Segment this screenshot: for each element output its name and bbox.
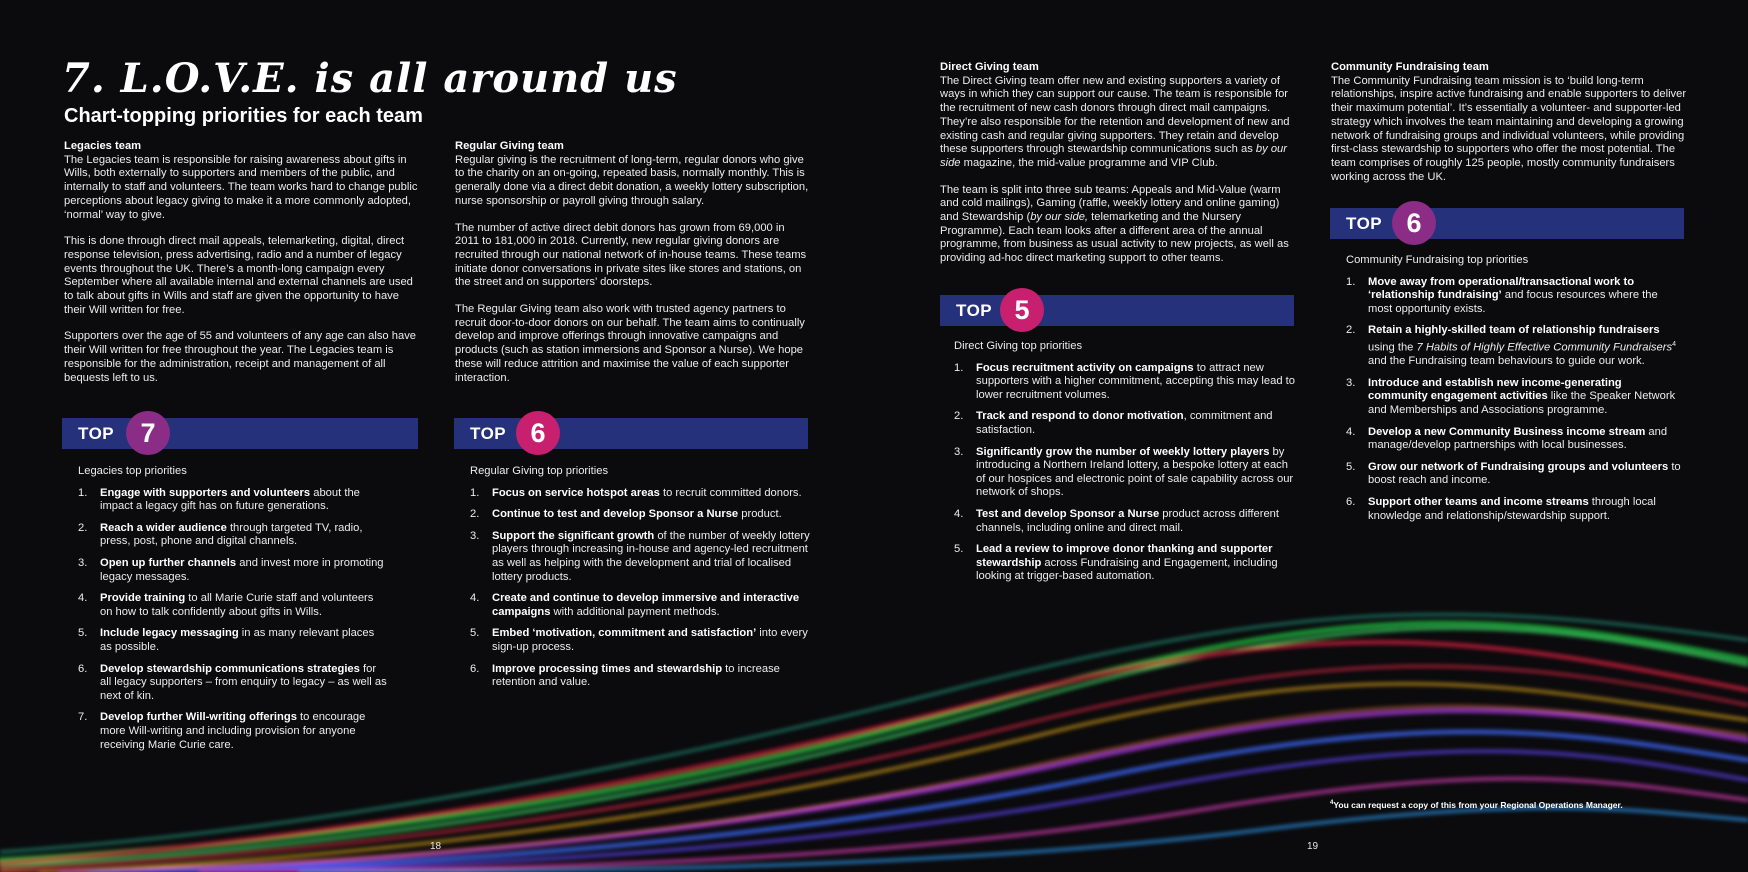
page-subtitle: Chart-topping priorities for each team <box>64 105 423 127</box>
legacies-section <box>64 140 419 398</box>
list-item: 6. Support other teams and income streams through local knowledge and relationship/stewardship support. <box>1346 496 1656 522</box>
priorities-list <box>1346 276 1681 524</box>
list-item: 5. Lead a review to improve donor thanking and supporter stewardship across Fundraising and Engagement, including looking at trigger-based automation. <box>954 543 1278 583</box>
list-item: 3. Open up further channels and invest more in promoting legacy messages. <box>78 556 384 583</box>
direct-giving-top-banner <box>940 295 1294 326</box>
regular-giving-paragraph: Regular giving is the recruitment of long-term, regular donors who give to the charity on an on-going, repeated basis, normally monthly. This is generally done via a direct debit donation, a weekly lottery subscription, nurse sponsorship or payroll giving through salary. <box>455 153 809 207</box>
community-fundraising-paragraph: The Community Fundraising team mission is to ‘build long-term relationships, inspire active fundraising and enable supporters to deliver their maximum potential’. It’s essentially a volunteer- and supporter-led strategy which involves the team maintaining and developing a growing network of fundraising groups and individual volunteers, while providing first-class stewardship to supporters who offer the most potential. The team comprises of roughly 125 people, mostly community fundraisers working across the UK. <box>1331 74 1687 183</box>
priorities-list <box>470 487 810 690</box>
list-item: 5. Grow our network of Fundraising groups and volunteers to boost reach and income. <box>1346 460 1681 487</box>
list-item: 5. Embed ‘motivation, commitment and satisfaction’ into every sign-up process. <box>470 627 808 653</box>
direct-giving-paragraph: The team is split into three sub teams: Appeals and Mid-Value (warm and cold mailings), Gaming (raffle, weekly lottery and online gaming) and Stewardship (by our side, telemarketing and the Nursery Programme). Each team looks after a different area of the annual programme, from business as usual activity to new projects, as well as providing ad-hoc direct marketing support to other teams. <box>940 183 1289 265</box>
top-label: TOP <box>78 424 115 443</box>
priorities-heading: Community Fundraising top priorities <box>1346 254 1529 266</box>
regular-giving-priorities <box>470 465 810 698</box>
priorities-heading: Legacies top priorities <box>78 465 187 477</box>
list-item: 4. Develop a new Community Business income stream and manage/develop partnerships with local businesses. <box>1346 425 1668 452</box>
community-fundraising-priorities <box>1346 254 1681 531</box>
priorities-heading: Regular Giving top priorities <box>470 465 609 477</box>
list-item: 6. Develop stewardship communications strategies for all legacy supporters – from enquiry to legacy – as well as next of kin. <box>78 662 387 702</box>
list-item: 3. Introduce and establish new income-generating community engagement activities like the Speaker Network and Memberships and Associations programme. <box>1346 376 1676 417</box>
top-label: TOP <box>1346 214 1383 233</box>
community-fundraising-section <box>1331 61 1689 197</box>
priorities-list <box>78 487 388 753</box>
direct-giving-section <box>940 61 1295 279</box>
community-fundraising-title: Community Fundraising team <box>1331 61 1489 73</box>
top-count-badge: 7 <box>126 411 170 455</box>
list-item: 1. Focus recruitment activity on campaigns to attract new supporters with a higher commitment, accepting this may lead to lower recruitment volumes. <box>954 361 1295 401</box>
page-number-right: 19 <box>1307 841 1319 852</box>
list-item: 4. Provide training to all Marie Curie staff and volunteers on how to talk confidently about gifts in Wills. <box>78 592 374 618</box>
list-item: 4. Test and develop Sponsor a Nurse product across different channels, including online and direct mail. <box>954 507 1279 534</box>
direct-giving-paragraph: The Direct Giving team offer new and existing supporters a variety of ways in which they can support our cause. The team is responsible for the recruitment of new cash donors through direct mail campaigns. They’re also responsible for the retention and development of new and existing cash and regular giving supporters. They retain and develop these supporters through stewardship communications such as by our side magazine, the mid-value programme and VIP Club. <box>940 74 1290 169</box>
priorities-heading: Direct Giving top priorities <box>954 340 1083 352</box>
list-item: 3. Significantly grow the number of weekly lottery players by introducing a Northern Ireland lottery, a bespoke lottery at each of our hospices and electronic point of sale capability across our network of shops. <box>954 445 1294 499</box>
regular-giving-paragraph: The Regular Giving team also work with trusted agency partners to recruit door-to-door donors on our behalf. The team aims to continually develop and improve offerings through innovative campaigns and products (such as station immersions and Sponsor a Nurse). We hope these will reduce attrition and maximise the value of each supporter interaction. <box>455 303 805 384</box>
list-item: 7. Develop further Will-writing offerings to encourage more Will-writing and including provision for anyone receiving Marie Curie care. <box>78 711 366 751</box>
page-number-left: 18 <box>430 841 442 852</box>
legacies-top-banner <box>62 418 418 449</box>
regular-giving-top-banner <box>454 418 808 449</box>
top-label: TOP <box>470 424 507 443</box>
top-label: TOP <box>956 301 993 320</box>
regular-giving-section <box>455 140 810 398</box>
top-count-badge: 6 <box>1392 201 1436 245</box>
legacies-title: Legacies team <box>64 140 142 152</box>
list-item: 6. Improve processing times and stewardship to increase retention and value. <box>470 662 780 689</box>
list-item: 2. Continue to test and develop Sponsor a Nurse product. <box>470 508 782 521</box>
list-item: 1. Focus on service hotspot areas to recruit committed donors. <box>470 486 802 499</box>
list-item: 1. Engage with supporters and volunteers about the impact a legacy gift has on future generations. <box>78 486 360 513</box>
regular-giving-paragraph: The number of active direct debit donors has grown from 69,000 in 2011 to 181,000 in 2018. Currently, new regular giving donors are recruited through our national network of in-house teams. These teams initiate donor conversations in private sites like stores and stations, on the street and on supporters’ doorsteps. <box>455 221 807 289</box>
legacies-paragraph: This is done through direct mail appeals, telemarketing, digital, direct response television, press advertising, radio and a number of legacy events throughout the UK. There’s a month-long campaign every September where all available internal and external channels are used to talk about gifts in Wills and staff are given the opportunity to have their Will written for free. <box>64 235 413 316</box>
footnote: $^4$You can request a copy of this from your Regional Operations Manager. <box>1330 799 1623 810</box>
list-item: 1. Move away from operational/transactional work to ‘relationship fundraising’ and focus resources where the most opportunity exists. <box>1346 275 1658 315</box>
legacies-priorities <box>78 465 388 760</box>
community-fundraising-top-banner <box>1330 208 1684 239</box>
list-item: 4. Create and continue to develop immersive and interactive campaigns with additional payment methods. <box>470 592 800 618</box>
top-count-badge: 6 <box>516 411 560 455</box>
priorities-list <box>954 362 1299 584</box>
regular-giving-title: Regular Giving team <box>455 140 564 152</box>
list-item: 2. Retain a highly-skilled team of relationship fundraisers using the 7 Habits of Highly Effective Community Fundraisers$^4$ and the Fundraising team behaviours to guide our work. <box>1346 324 1676 368</box>
direct-giving-title: Direct Giving team <box>940 61 1039 73</box>
list-item: 2. Reach a wider audience through targeted TV, radio, press, post, phone and digital channels. <box>78 521 363 548</box>
list-item: 3. Support the significant growth of the number of weekly lottery players through increasing in-house and agency-led recruitment as well as helping with the development and trial of localised lottery products. <box>470 529 810 583</box>
list-item: 2. Track and respond to donor motivation, commitment and satisfaction. <box>954 410 1273 436</box>
legacies-paragraph: Supporters over the age of 55 and volunteers of any age can also have their Will written for free throughout the year. The Legacies team is responsible for the administration, receipt and management of all bequests left to us. <box>64 330 417 384</box>
list-item: 5. Include legacy messaging in as many relevant places as possible. <box>78 627 375 653</box>
direct-giving-priorities <box>954 340 1299 592</box>
top-count-badge: 5 <box>1000 288 1044 332</box>
page-title: 7. L.O.V.E. is all around us <box>62 55 678 102</box>
legacies-paragraph: The Legacies team is responsible for raising awareness about gifts in Wills, both externally to supporters and members of the public, and internally to staff and volunteers. The team works hard to change public perceptions about legacy giving to make it a more commonly adopted, ‘normal’ way to give. <box>64 153 418 221</box>
